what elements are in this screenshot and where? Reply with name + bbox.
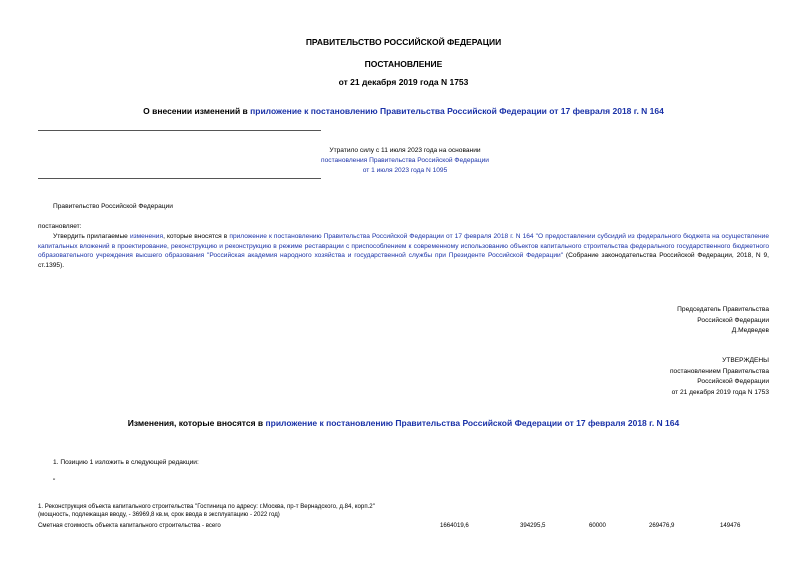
- value-5: 149476: [720, 522, 741, 529]
- table-row: [0, 522, 807, 532]
- divider-top: [38, 130, 321, 131]
- decides-word: постановляет:: [38, 223, 82, 230]
- approved-line3: Российской Федерации: [697, 378, 769, 385]
- paragraph-text-mid: , которые вносятся в: [163, 233, 230, 240]
- value-total: 1664019,6: [440, 522, 469, 529]
- status-note: [230, 146, 580, 176]
- row-label: Сметная стоимость объекта капитального строительства - всего: [38, 522, 221, 529]
- document-title-text: О внесении изменений в: [143, 106, 251, 116]
- value-3: 60000: [589, 522, 606, 529]
- issuer: Правительство Российской Федерации: [53, 203, 173, 210]
- document-date-number: от 21 декабря 2019 года N 1753: [338, 77, 469, 87]
- approved-line1: УТВЕРЖДЕНЫ: [722, 357, 769, 364]
- quote-mark: ": [53, 478, 56, 485]
- document-type: ПОСТАНОВЛЕНИЕ: [364, 59, 443, 69]
- paragraph-text-start: Утвердить прилагаемые: [53, 233, 130, 240]
- signature-line1: Председатель Правительства: [677, 306, 769, 313]
- status-note-link-line3[interactable]: от 1 июля 2023 года N 1095: [362, 167, 448, 174]
- status-note-line1: Утратило силу с 11 июля 2023 года на основании: [329, 147, 481, 154]
- document-title-link[interactable]: приложение к постановлению Правительства Российской Федерации от 17 февраля 2018 г. N 164: [250, 106, 664, 116]
- changes-title-text: Изменения, которые вносятся в: [127, 418, 266, 428]
- document-title: [0, 106, 807, 116]
- change-item-1: 1. Позицию 1 изложить в следующей редакции:: [53, 459, 199, 466]
- value-4: 269476,9: [649, 522, 675, 529]
- approved-block: [670, 356, 769, 398]
- table-object-description: [38, 503, 375, 520]
- government-heading: ПРАВИТЕЛЬСТВО РОССИЙСКОЙ ФЕДЕРАЦИИ: [305, 37, 502, 47]
- object-capacity: (мощность, подлежащая вводу, - 36969,8 кв.м, срок ввода в эксплуатацию - 2022 год): [38, 511, 280, 519]
- changes-title-link[interactable]: приложение к постановлению Правительства Российской Федерации от 17 февраля 2018 г. N 164: [265, 418, 680, 428]
- signature-block: [677, 305, 769, 337]
- signature-line2: Российской Федерации: [697, 316, 769, 324]
- body-paragraph: [38, 232, 769, 270]
- divider-bottom: [38, 178, 321, 179]
- value-2: 394295,5: [520, 522, 546, 529]
- approved-line2: постановлением Правительства: [669, 367, 769, 375]
- signature-line3: Д.Медведев: [731, 327, 769, 334]
- object-name: 1. Реконструкция объекта капитального строительства "Гостиница по адресу: г.Москва, пр-т Вернадского, д.84, корп.2": [38, 503, 375, 510]
- resolution-link[interactable]: приложение к постановлению Правительства Российской Федерации от 17 февраля 2018 г. N 164 "О предоставлении субсидий из федерального бюджета на осуществление капитальных вложений в проектирование, реконструкцию и реконструкцию в режиме реставрации с приспособлением к современному использованию объектов капитального строительства федерального государственного бюджетного образовательного учреждения высшего образования "Российская академия народного хозяйства и государственной службы при Президенте Российской Федерации": [38, 233, 769, 260]
- changes-link[interactable]: изменения: [129, 233, 164, 240]
- approved-line4: от 21 декабря 2019 года N 1753: [671, 388, 769, 396]
- changes-title: [0, 418, 807, 428]
- paragraph-text-end: (Собрание законодательства Российской Федерации, 2018, N 9, ст.1395).: [38, 252, 769, 269]
- status-note-link-line2[interactable]: постановления Правительства Российской Федерации: [321, 157, 489, 164]
